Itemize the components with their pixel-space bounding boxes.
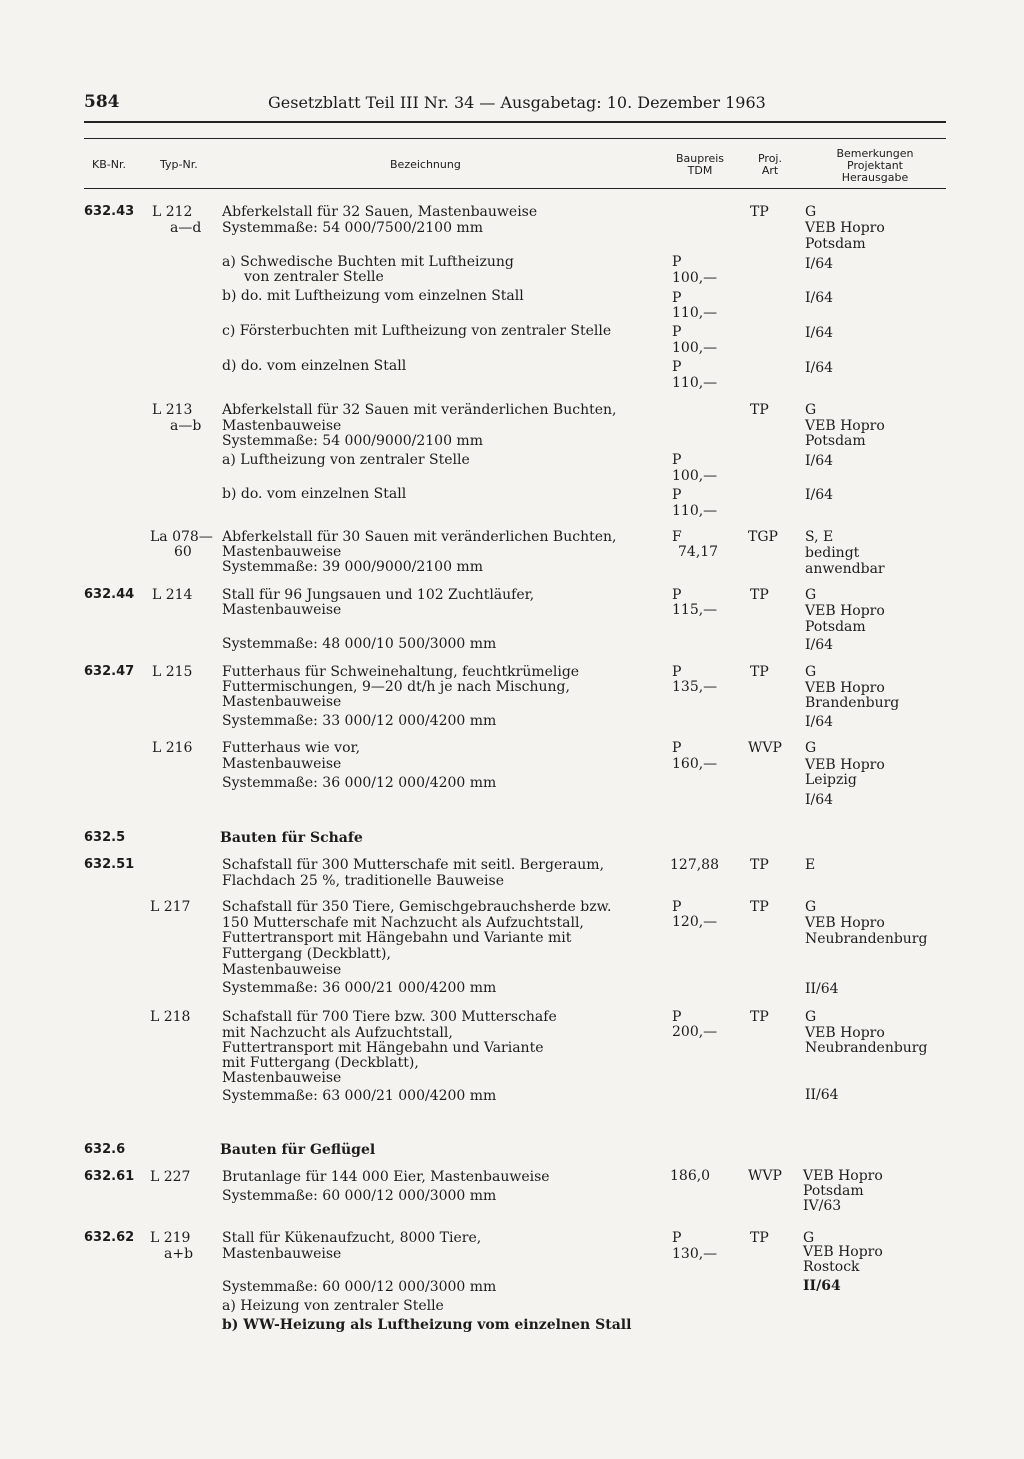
project-type: TGP bbox=[748, 529, 778, 545]
kb-number: 632.43 bbox=[84, 204, 135, 219]
remark: E bbox=[805, 857, 816, 873]
type-number: L 219 bbox=[150, 1230, 191, 1246]
price-value: 160,— bbox=[672, 756, 718, 772]
type-variant: a—b bbox=[170, 418, 202, 434]
price-value: 130,— bbox=[672, 1246, 718, 1262]
price-code: P bbox=[672, 664, 682, 680]
remark: Potsdam bbox=[805, 433, 866, 449]
description-line: 150 Mutterschafe mit Nachzucht als Aufzuchtstall, bbox=[222, 915, 584, 931]
type-variant: 60 bbox=[174, 544, 192, 560]
type-number: L 216 bbox=[152, 740, 193, 756]
price-value: 100,— bbox=[672, 270, 718, 286]
remark: Potsdam bbox=[805, 619, 866, 635]
description-line: Schafstall für 700 Tiere bzw. 300 Mutterschafe bbox=[222, 1009, 557, 1025]
price-code: P bbox=[672, 1230, 682, 1246]
system-dimensions: Systemmaße: 54 000/9000/2100 mm bbox=[222, 433, 483, 449]
col-header-bottom-rule bbox=[84, 188, 946, 189]
type-number: La 078— bbox=[150, 529, 213, 545]
price-code: P bbox=[672, 740, 682, 756]
remark: Rostock bbox=[803, 1259, 860, 1275]
price-value: 200,— bbox=[672, 1024, 718, 1040]
description-line: Mastenbauweise bbox=[222, 1070, 342, 1086]
price-value: 110,— bbox=[672, 375, 718, 391]
price-value: 74,17 bbox=[678, 544, 719, 560]
project-type: TP bbox=[750, 204, 769, 220]
kb-number: 632.44 bbox=[84, 587, 135, 602]
edition: I/64 bbox=[805, 290, 834, 306]
col-header-baupreis: Baupreis TDM bbox=[675, 152, 725, 177]
header-rule bbox=[84, 138, 946, 139]
type-variant: a+b bbox=[164, 1246, 194, 1262]
edition: II/64 bbox=[805, 981, 839, 997]
project-type: TP bbox=[750, 857, 769, 873]
kb-number: 632.6 bbox=[84, 1142, 126, 1157]
description-line: Abferkelstall für 32 Sauen mit veränderlichen Buchten, bbox=[222, 402, 617, 418]
price-value: 120,— bbox=[672, 914, 718, 930]
system-dimensions: Systemmaße: 39 000/9000/2100 mm bbox=[222, 559, 483, 575]
remark: VEB Hopro bbox=[805, 220, 885, 236]
variant-description: a) Schwedische Buchten mit Luftheizung bbox=[222, 254, 514, 270]
project-type: TP bbox=[750, 899, 769, 915]
col-header-kb: KB-Nr. bbox=[92, 158, 126, 171]
description-line: Futtermischungen, 9—20 dt/h je nach Mischung, bbox=[222, 679, 570, 695]
project-type: TP bbox=[750, 402, 769, 418]
project-type: TP bbox=[750, 1009, 769, 1025]
edition: I/64 bbox=[805, 453, 834, 469]
system-dimensions: Systemmaße: 60 000/12 000/3000 mm bbox=[222, 1188, 497, 1204]
project-type: TP bbox=[750, 587, 769, 603]
edition: I/64 bbox=[805, 256, 834, 272]
section-heading: Bauten für Schafe bbox=[220, 830, 363, 846]
description-line: Mastenbauweise bbox=[222, 544, 342, 560]
col-header-bemerkungen: Bemerkungen Projektant Herausgabe bbox=[836, 147, 914, 184]
section-heading: Bauten für Geflügel bbox=[220, 1142, 376, 1158]
remark: G bbox=[805, 402, 817, 418]
remark: Potsdam bbox=[803, 1183, 864, 1199]
price-value: 100,— bbox=[672, 468, 718, 484]
col-header-proj-art: Proj. Art bbox=[757, 152, 782, 177]
description-line: Futtergang (Deckblatt), bbox=[222, 946, 391, 962]
project-type: TP bbox=[750, 1230, 769, 1246]
remark: G bbox=[805, 899, 817, 915]
remark: G bbox=[805, 740, 817, 756]
kb-number: 632.61 bbox=[84, 1169, 135, 1184]
description-line: Flachdach 25 %, traditionelle Bauweise bbox=[222, 873, 504, 889]
kb-number: 632.62 bbox=[84, 1230, 135, 1245]
price-value: 186,0 bbox=[670, 1168, 711, 1184]
system-dimensions: Systemmaße: 63 000/21 000/4200 mm bbox=[222, 1088, 497, 1104]
variant-description: d) do. vom einzelnen Stall bbox=[222, 358, 407, 374]
description-line: Brutanlage für 144 000 Eier, Mastenbauweise bbox=[222, 1169, 550, 1185]
top-rule bbox=[84, 121, 946, 123]
type-number: L 212 bbox=[152, 204, 193, 220]
project-type: TP bbox=[750, 664, 769, 680]
description-line: Schafstall für 300 Mutterschafe mit seitl. Bergeraum, bbox=[222, 857, 605, 873]
description-line: Mastenbauweise bbox=[222, 602, 342, 618]
price-value: 110,— bbox=[672, 503, 718, 519]
type-number: L 218 bbox=[150, 1009, 191, 1025]
description-line: Mastenbauweise bbox=[222, 1246, 342, 1262]
variant-description: b) do. mit Luftheizung vom einzelnen Stall bbox=[222, 288, 524, 304]
price-value: 115,— bbox=[672, 602, 718, 618]
description-line: mit Futtergang (Deckblatt), bbox=[222, 1055, 419, 1071]
description-line: Mastenbauweise bbox=[222, 418, 342, 434]
remark: anwendbar bbox=[805, 561, 885, 577]
remark: Leipzig bbox=[805, 772, 857, 788]
variant-description: c) Försterbuchten mit Luftheizung von zentraler Stelle bbox=[222, 323, 612, 339]
edition: II/64 bbox=[805, 1087, 839, 1103]
description-line: Mastenbauweise bbox=[222, 694, 342, 710]
description-line: Mastenbauweise bbox=[222, 962, 342, 978]
edition: I/64 bbox=[805, 637, 834, 653]
remark: Brandenburg bbox=[805, 695, 900, 711]
project-type: WVP bbox=[748, 1168, 782, 1184]
price-code: P bbox=[672, 899, 682, 915]
description-line: Futterhaus für Schweinehaltung, feuchtkrümelige bbox=[222, 664, 580, 680]
description-line: Stall für Kükenaufzucht, 8000 Tiere, bbox=[222, 1230, 482, 1246]
description-line: Futtertransport mit Hängebahn und Variante bbox=[222, 1040, 544, 1056]
edition: II/64 bbox=[803, 1278, 841, 1294]
col-header-bezeichnung: Bezeichnung bbox=[390, 158, 461, 171]
edition: I/64 bbox=[805, 792, 834, 808]
remark: Potsdam bbox=[805, 236, 866, 252]
description-line: Mastenbauweise bbox=[222, 756, 342, 772]
price-code: P bbox=[672, 452, 682, 468]
price-code: P bbox=[672, 487, 682, 503]
variant-description: b) do. vom einzelnen Stall bbox=[222, 486, 407, 502]
system-dimensions: Systemmaße: 54 000/7500/2100 mm bbox=[222, 220, 483, 236]
price-value: 100,— bbox=[672, 340, 718, 356]
edition: IV/63 bbox=[803, 1198, 842, 1214]
type-number: L 217 bbox=[150, 899, 191, 915]
price-code: P bbox=[672, 1009, 682, 1025]
description-line: Abferkelstall für 32 Sauen, Mastenbauweise bbox=[222, 204, 538, 220]
variant-description: b) WW-Heizung als Luftheizung vom einzelnen Stall bbox=[222, 1317, 632, 1333]
price-code: P bbox=[672, 324, 682, 340]
price-value: 135,— bbox=[672, 679, 718, 695]
system-dimensions: Systemmaße: 33 000/12 000/4200 mm bbox=[222, 713, 497, 729]
variant-description: a) Luftheizung von zentraler Stelle bbox=[222, 452, 470, 468]
remark: VEB Hopro bbox=[805, 1025, 885, 1041]
remark: VEB Hopro bbox=[803, 1244, 883, 1260]
description-line: Schafstall für 350 Tiere, Gemischgebrauchsherde bzw. bbox=[222, 899, 612, 915]
remark: G bbox=[805, 664, 817, 680]
type-number: L 214 bbox=[152, 587, 193, 603]
project-type: WVP bbox=[748, 740, 782, 756]
price-value: 110,— bbox=[672, 305, 718, 321]
remark: Neubrandenburg bbox=[805, 1040, 928, 1056]
remark: G bbox=[805, 587, 817, 603]
price-code: F bbox=[672, 529, 682, 545]
remark: G bbox=[805, 204, 817, 220]
page-number: 584 bbox=[84, 92, 120, 112]
type-number: L 215 bbox=[152, 664, 193, 680]
edition: I/64 bbox=[805, 714, 834, 730]
price-value: 127,88 bbox=[670, 857, 719, 873]
remark: VEB Hopro bbox=[803, 1168, 883, 1184]
remark: G bbox=[803, 1230, 815, 1246]
type-number: L 213 bbox=[152, 402, 193, 418]
page-title: Gesetzblatt Teil III Nr. 34 — Ausgabetag: 10. Dezember 1963 bbox=[268, 93, 766, 112]
remark: VEB Hopro bbox=[805, 757, 885, 773]
system-dimensions: Systemmaße: 36 000/12 000/4200 mm bbox=[222, 775, 497, 791]
remark: G bbox=[805, 1009, 817, 1025]
col-header-typ: Typ-Nr. bbox=[160, 158, 198, 171]
remark: VEB Hopro bbox=[805, 680, 885, 696]
price-code: P bbox=[672, 290, 682, 306]
variant-description: a) Heizung von zentraler Stelle bbox=[222, 1298, 444, 1314]
kb-number: 632.5 bbox=[84, 830, 126, 845]
type-variant: a—d bbox=[170, 220, 202, 236]
remark: VEB Hopro bbox=[805, 418, 885, 434]
price-code: P bbox=[672, 587, 682, 603]
kb-number: 632.47 bbox=[84, 664, 135, 679]
variant-description: von zentraler Stelle bbox=[244, 269, 384, 285]
description-line: Futterhaus wie vor, bbox=[222, 740, 361, 756]
remark: S, E bbox=[805, 529, 834, 545]
system-dimensions: Systemmaße: 36 000/21 000/4200 mm bbox=[222, 980, 497, 996]
remark: VEB Hopro bbox=[805, 603, 885, 619]
price-code: P bbox=[672, 359, 682, 375]
type-number: L 227 bbox=[150, 1169, 191, 1185]
kb-number: 632.51 bbox=[84, 857, 135, 872]
remark: VEB Hopro bbox=[805, 915, 885, 931]
price-code: P bbox=[672, 254, 682, 270]
system-dimensions: Systemmaße: 60 000/12 000/3000 mm bbox=[222, 1279, 497, 1295]
description-line: Stall für 96 Jungsauen und 102 Zuchtläufer, bbox=[222, 587, 535, 603]
edition: I/64 bbox=[805, 360, 834, 376]
edition: I/64 bbox=[805, 325, 834, 341]
description-line: mit Nachzucht als Aufzuchtstall, bbox=[222, 1025, 453, 1041]
remark: Neubrandenburg bbox=[805, 931, 928, 947]
remark: bedingt bbox=[805, 545, 860, 561]
edition: I/64 bbox=[805, 487, 834, 503]
description-line: Futtertransport mit Hängebahn und Variante mit bbox=[222, 930, 572, 946]
system-dimensions: Systemmaße: 48 000/10 500/3000 mm bbox=[222, 636, 497, 652]
description-line: Abferkelstall für 30 Sauen mit veränderlichen Buchten, bbox=[222, 529, 617, 545]
